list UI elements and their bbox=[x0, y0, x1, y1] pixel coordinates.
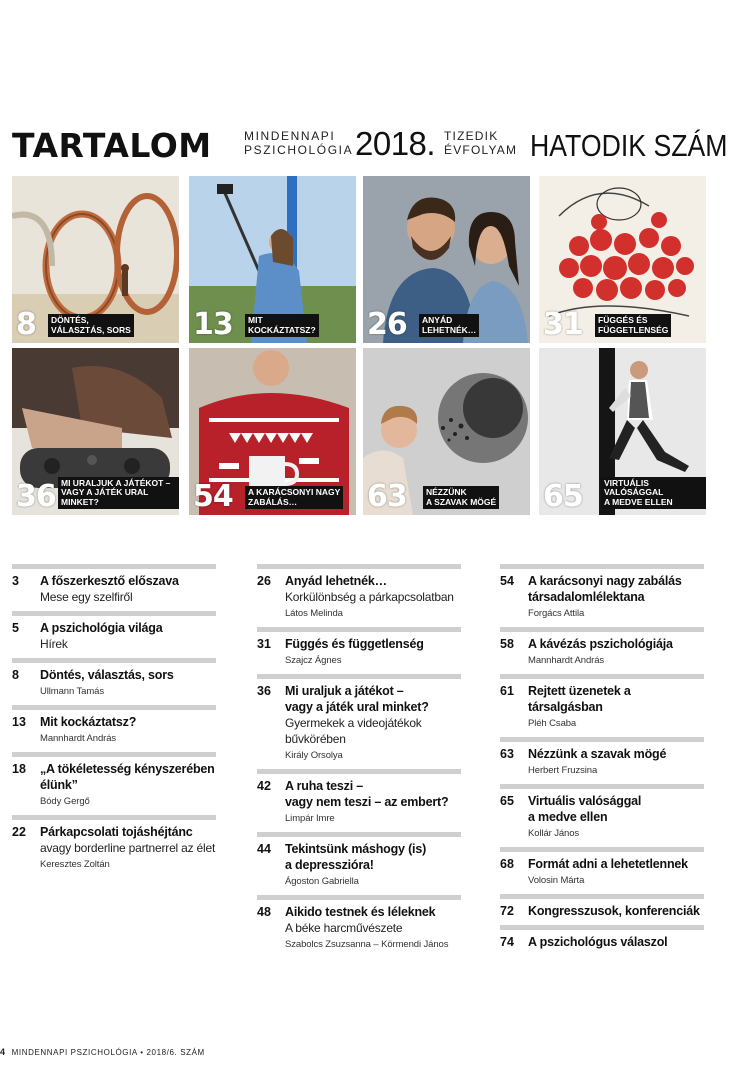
toc-title: A főszerkesztő előszava bbox=[40, 574, 179, 588]
tile-number: 36 bbox=[16, 479, 56, 514]
toc-title: A karácsonyi nagy zabálás bbox=[528, 574, 682, 588]
toc-author: Mannhardt András bbox=[528, 655, 605, 666]
toc-title: A ruha teszi – bbox=[285, 779, 364, 793]
toc-page-number: 31 bbox=[257, 637, 271, 651]
toc-author: Ullmann Tamás bbox=[40, 686, 104, 697]
toc-entry[interactable] bbox=[500, 925, 704, 956]
toc-title: vagy nem teszi – az embert? bbox=[285, 795, 449, 809]
tile-label bbox=[58, 477, 179, 510]
toc-page-number: 61 bbox=[500, 684, 514, 698]
tile-label-line: VIRTUÁLIS VALÓSÁGGAL bbox=[604, 477, 664, 497]
tile-label-line: NÉZZÜNK bbox=[426, 487, 467, 497]
tile-number: 26 bbox=[367, 307, 407, 342]
page-header bbox=[12, 125, 728, 166]
toc-entry[interactable] bbox=[257, 564, 461, 627]
toc-author: Pléh Csaba bbox=[528, 718, 577, 729]
tile-label-line: A KARÁCSONYI NAGY bbox=[248, 487, 341, 497]
toc-entry[interactable] bbox=[12, 564, 216, 611]
toc-page-number: 48 bbox=[257, 905, 271, 919]
page-title: TARTALOM bbox=[12, 126, 212, 165]
toc-page-number: 36 bbox=[257, 684, 271, 698]
toc-page-number: 72 bbox=[500, 904, 514, 918]
toc-page-number: 65 bbox=[500, 794, 514, 808]
toc-column-1 bbox=[12, 564, 216, 878]
toc-entry[interactable] bbox=[12, 752, 216, 815]
tile-7[interactable] bbox=[539, 348, 706, 515]
toc-author: Szajcz Ágnes bbox=[285, 655, 342, 666]
tile-label-line: ANYÁD bbox=[422, 315, 453, 325]
toc-entry[interactable] bbox=[257, 895, 461, 958]
toc-title: társadalomlélektana bbox=[528, 590, 645, 604]
tile-label-line: KOCKÁZTATSZ? bbox=[248, 324, 316, 335]
magazine-name-line2: PSZICHOLÓGIA bbox=[244, 143, 354, 157]
toc-subtitle: Gyermekek a videojátékok bbox=[285, 716, 422, 730]
toc-page-number: 54 bbox=[500, 574, 514, 588]
toc-page-number: 42 bbox=[257, 779, 271, 793]
toc-title: a depresszióra! bbox=[285, 858, 374, 872]
toc-title: Függés és függetlenség bbox=[285, 637, 424, 651]
toc-title: Virtuális valósággal bbox=[528, 794, 642, 808]
toc-entry[interactable] bbox=[500, 737, 704, 784]
toc-title: Rejtett üzenetek a társalgásban bbox=[528, 684, 631, 714]
issue-label: HATODIK SZÁM bbox=[530, 128, 728, 163]
page-footer bbox=[0, 1047, 205, 1058]
toc-title: Anyád lehetnék… bbox=[285, 574, 387, 588]
toc-author: Király Orsolya bbox=[285, 750, 343, 761]
toc-page-number: 74 bbox=[500, 935, 514, 949]
toc-subtitle: Hírek bbox=[40, 637, 68, 651]
toc-page-number: 18 bbox=[12, 762, 26, 776]
tile-number: 8 bbox=[16, 307, 36, 342]
toc-page-number: 68 bbox=[500, 857, 514, 871]
toc-page-number: 58 bbox=[500, 637, 514, 651]
toc-title: Kongresszusok, konferenciák bbox=[528, 904, 700, 918]
toc-page-number: 22 bbox=[12, 825, 26, 839]
toc-title: Formát adni a lehetetlennek bbox=[528, 857, 688, 871]
volume-label bbox=[444, 129, 517, 157]
tile-1[interactable] bbox=[189, 176, 356, 343]
toc-title: Tekintsünk máshogy (is) bbox=[285, 842, 427, 856]
tile-label-line: DÖNTÉS, bbox=[51, 315, 89, 325]
tile-number: 65 bbox=[543, 479, 583, 514]
tile-label-line: FÜGGETLENSÉG bbox=[598, 324, 669, 335]
page-number: 4 bbox=[0, 1047, 6, 1057]
tile-label bbox=[48, 314, 134, 337]
toc-author: Keresztes Zoltán bbox=[40, 859, 110, 870]
toc-subtitle: A béke harcművészete bbox=[285, 921, 403, 935]
issue-year: 2018. bbox=[355, 125, 436, 162]
tile-number: 13 bbox=[193, 307, 233, 342]
magazine-name-line1: MINDENNAPI bbox=[244, 129, 336, 143]
tile-label-line: MI URALJUK A JÁTÉKOT – bbox=[61, 477, 171, 488]
toc-author: Szabolcs Zsuzsanna – Körmendi János bbox=[285, 939, 449, 950]
toc-title: Mi uraljuk a játékot – bbox=[285, 684, 404, 698]
toc-title: a medve ellen bbox=[528, 810, 608, 824]
toc-title: Nézzünk a szavak mögé bbox=[528, 747, 667, 761]
toc-subtitle: avagy borderline partnerrel az élet bbox=[40, 841, 216, 855]
tile-label-line: A SZAVAK MÖGÉ bbox=[426, 496, 497, 507]
toc-entry[interactable] bbox=[500, 627, 704, 674]
toc-author: Látos Melinda bbox=[285, 608, 343, 619]
toc-title: Aikido testnek és léleknek bbox=[285, 905, 436, 919]
toc-entry[interactable] bbox=[500, 564, 704, 627]
toc-entry[interactable] bbox=[500, 894, 704, 925]
toc-column-3 bbox=[500, 564, 704, 956]
magazine-name bbox=[244, 129, 353, 157]
toc-entry[interactable] bbox=[500, 847, 704, 894]
toc-page-number: 44 bbox=[257, 842, 271, 856]
tile-label-line: ZABÁLÁS… bbox=[248, 496, 298, 507]
tile-4[interactable] bbox=[12, 348, 179, 515]
toc-title: élünk” bbox=[40, 778, 78, 792]
toc-author: Limpár Imre bbox=[285, 813, 335, 824]
tile-label bbox=[595, 314, 671, 337]
tile-label-line: LEHETNÉK… bbox=[422, 324, 477, 335]
toc-title: Döntés, választás, sors bbox=[40, 668, 174, 682]
toc-entry[interactable] bbox=[12, 611, 216, 658]
toc-author: Forgács Attila bbox=[528, 608, 585, 619]
toc-entry[interactable] bbox=[12, 815, 216, 878]
toc-title: vagy a játék ural minket? bbox=[285, 700, 429, 714]
tile-label-line: VAGY A JÁTÉK URAL MINKET? bbox=[61, 487, 149, 507]
toc-page-number: 13 bbox=[12, 715, 26, 729]
tile-label bbox=[245, 314, 319, 337]
tile-label bbox=[423, 486, 499, 509]
tile-label bbox=[601, 477, 706, 510]
tile-number: 54 bbox=[193, 479, 233, 514]
tile-6[interactable] bbox=[363, 348, 530, 515]
tile-label-line: FÜGGÉS ÉS bbox=[598, 315, 648, 325]
tile-label bbox=[419, 314, 479, 337]
toc-author: Bódy Gergő bbox=[40, 796, 90, 807]
toc-title: Párkapcsolati tojáshéjtánc bbox=[40, 825, 193, 839]
toc-title: A pszichológia világa bbox=[40, 621, 163, 635]
toc-page-number: 26 bbox=[257, 574, 271, 588]
toc-title: A pszichológus válaszol bbox=[528, 935, 668, 949]
toc-entry[interactable] bbox=[257, 627, 461, 674]
toc-page-number: 5 bbox=[12, 621, 19, 635]
tile-number: 63 bbox=[367, 479, 407, 514]
toc-title: Mit kockáztatsz? bbox=[40, 715, 137, 729]
toc-entry[interactable] bbox=[500, 784, 704, 847]
toc-entry[interactable] bbox=[257, 674, 461, 769]
tile-5[interactable] bbox=[189, 348, 356, 515]
toc-title: „A tökéletesség kényszerében bbox=[40, 762, 215, 776]
tile-label-line: A MEDVE ELLEN bbox=[604, 496, 673, 507]
toc-entry[interactable] bbox=[12, 705, 216, 752]
tile-label-line: VÁLASZTÁS, SORS bbox=[51, 324, 131, 335]
toc-entry[interactable] bbox=[257, 832, 461, 895]
toc-page-number: 3 bbox=[12, 574, 19, 588]
toc-column-2 bbox=[257, 564, 461, 958]
toc-entry[interactable] bbox=[12, 658, 216, 705]
volume-line1: TIZEDIK bbox=[444, 129, 499, 143]
toc-author: Kollár János bbox=[528, 828, 580, 839]
toc-entry[interactable] bbox=[500, 674, 704, 737]
footer-text: MINDENNAPI PSZICHOLÓGIA • 2018/6. SZÁM bbox=[11, 1048, 205, 1057]
tile-0[interactable] bbox=[12, 176, 179, 343]
toc-subtitle: Korkülönbség a párkapcsolatban bbox=[285, 590, 454, 604]
toc-entry[interactable] bbox=[257, 769, 461, 832]
tile-label bbox=[245, 486, 343, 509]
toc-author: Herbert Fruzsina bbox=[528, 765, 598, 776]
toc-author: Ágoston Gabriella bbox=[285, 876, 359, 887]
tile-2[interactable] bbox=[363, 176, 530, 343]
toc-page-number: 63 bbox=[500, 747, 514, 761]
toc-page-number: 8 bbox=[12, 668, 19, 682]
toc-subtitle: bűvkörében bbox=[285, 732, 346, 746]
toc-author: Mannhardt András bbox=[40, 733, 117, 744]
tile-3[interactable] bbox=[539, 176, 706, 343]
toc-subtitle: Mese egy szelfiről bbox=[40, 590, 133, 604]
toc-author: Volosin Márta bbox=[528, 875, 585, 886]
tile-number: 31 bbox=[543, 307, 583, 342]
volume-line2: ÉVFOLYAM bbox=[444, 143, 518, 157]
tile-label-line: MIT bbox=[248, 315, 263, 325]
toc-title: A kávézás pszichológiája bbox=[528, 637, 673, 651]
